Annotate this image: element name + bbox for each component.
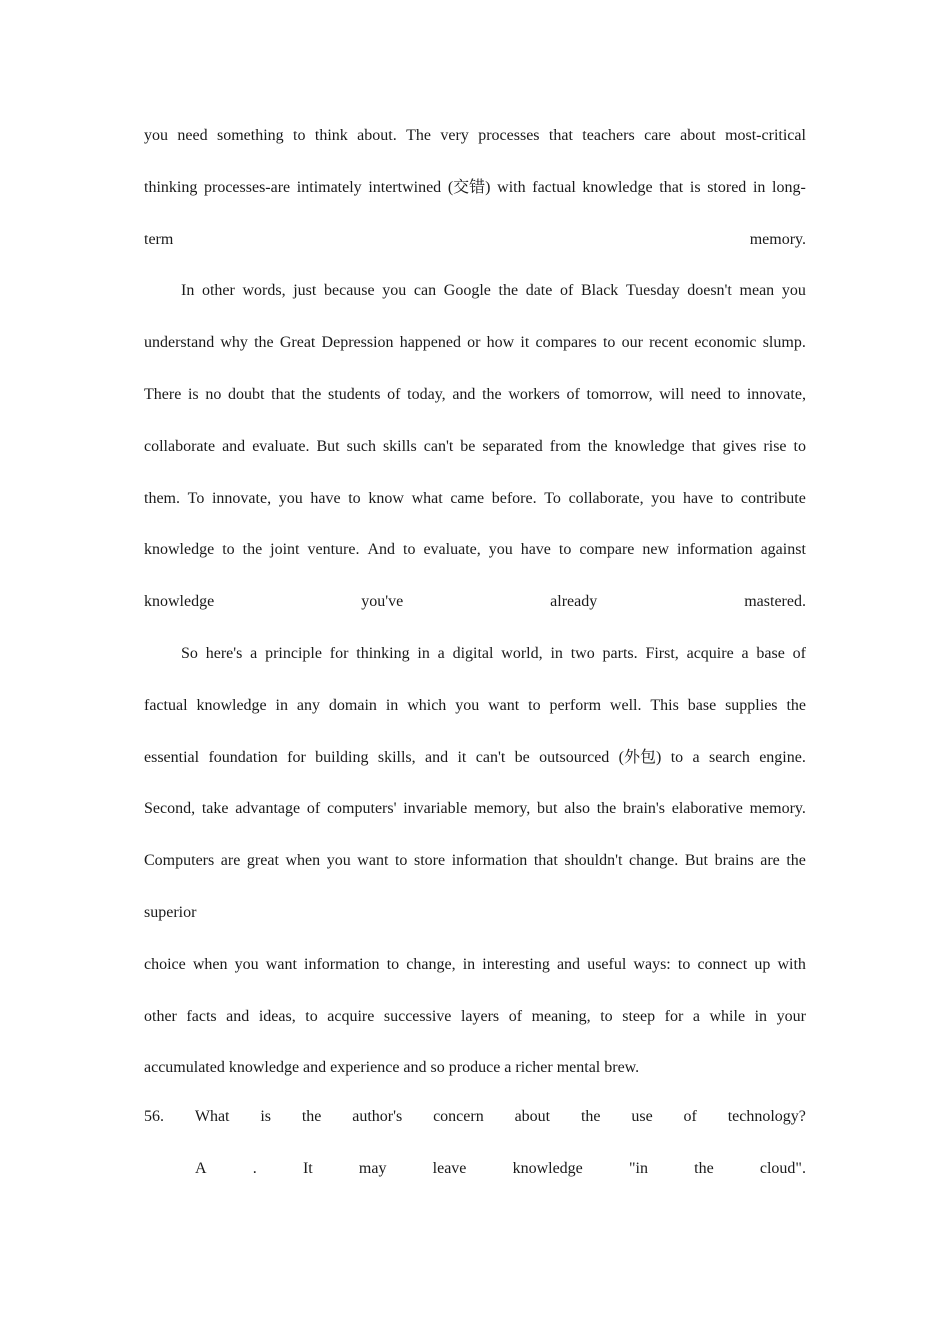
word: our (621, 334, 643, 352)
word: no (205, 385, 222, 403)
word: in (275, 696, 288, 714)
word: and (556, 955, 581, 973)
word: thinking (144, 178, 198, 196)
word: to (305, 1007, 318, 1025)
word: the (580, 1108, 601, 1126)
word: to (670, 748, 684, 766)
word: for (664, 1007, 684, 1025)
word: a (741, 644, 749, 662)
question-56 (144, 1094, 806, 1139)
word: it (457, 748, 467, 766)
word: which (407, 696, 447, 714)
word: processes (478, 127, 540, 144)
word: skills, (377, 748, 416, 766)
word: advantage (235, 800, 301, 818)
word: think (314, 127, 348, 144)
word: to (528, 696, 541, 714)
word: recent (649, 334, 689, 352)
word: Great (279, 334, 316, 352)
word: how (486, 334, 515, 352)
word: in (462, 955, 476, 973)
word: the (254, 334, 274, 352)
word: And (367, 541, 396, 559)
word: technology? (727, 1108, 806, 1126)
word: engine. (759, 748, 806, 766)
word: leave (432, 1160, 467, 1178)
word: parts. (602, 644, 638, 662)
word: to (348, 489, 361, 507)
word: you (382, 282, 407, 300)
word: already (550, 593, 598, 611)
text-line (144, 162, 806, 214)
word: of (560, 282, 574, 300)
word: other (144, 1007, 177, 1025)
word: in (385, 696, 399, 714)
word: tomorrow, (586, 385, 653, 403)
word: brains (714, 852, 754, 870)
word: want (265, 955, 297, 973)
text-line (144, 576, 806, 628)
word: want (357, 852, 389, 870)
word: accumulated knowledge and experience and so produce a richer mental brew. (144, 1059, 640, 1077)
text-line (144, 524, 806, 576)
word: 56. (144, 1108, 164, 1126)
word: So (181, 644, 198, 662)
word: the (786, 852, 806, 870)
word: the (694, 1160, 714, 1178)
word: What (194, 1108, 230, 1126)
word: knowledge (614, 437, 685, 455)
word: is (689, 178, 701, 196)
word: intertwined (368, 178, 442, 196)
word: the (242, 541, 263, 559)
word: evaluate, (423, 541, 481, 559)
word: came (450, 489, 485, 507)
word: innovate, (746, 385, 806, 403)
word: to (293, 127, 306, 144)
word: know (368, 489, 404, 507)
word: supplies (725, 696, 778, 714)
word: you (651, 489, 676, 507)
word: evaluate. (252, 437, 310, 455)
word: of (683, 1108, 697, 1126)
word: something (216, 127, 284, 144)
word: acquire (327, 1007, 375, 1025)
word: author's (352, 1108, 403, 1126)
word: because (324, 282, 375, 300)
word: A (195, 1160, 207, 1178)
text-line (144, 214, 806, 266)
word: change. (628, 852, 679, 870)
word: a (437, 644, 445, 662)
word: knowledge (512, 1160, 583, 1178)
word: collaborate (144, 437, 216, 455)
word: to (386, 955, 400, 973)
word: why (220, 334, 248, 352)
word: the (498, 282, 519, 300)
word: your (776, 1007, 806, 1025)
text-line (144, 835, 806, 887)
word: long- (772, 178, 806, 196)
word: skills (382, 437, 417, 455)
word: memory. (749, 800, 806, 818)
word: factual (532, 178, 576, 196)
word: that (533, 852, 558, 870)
word: to (720, 489, 734, 507)
word: This (650, 696, 679, 714)
word: foundation (208, 748, 278, 766)
word: you (234, 955, 259, 973)
word: base (687, 696, 717, 714)
word: a (692, 748, 700, 766)
word: rise (763, 437, 787, 455)
word: may (358, 1160, 387, 1178)
word: and (222, 437, 246, 455)
word: with (777, 955, 806, 973)
word: the (301, 385, 322, 403)
word: There (144, 385, 182, 403)
word: memory, (473, 800, 531, 818)
word: connect (697, 955, 748, 973)
word: in (754, 1007, 768, 1025)
word: to (222, 541, 235, 559)
word: you (278, 489, 303, 507)
word: shouldn't (564, 852, 623, 870)
word: you've (361, 593, 404, 611)
word: knowledge (196, 696, 267, 714)
word: of (306, 800, 321, 818)
text-line (144, 991, 806, 1043)
word: knowledge (144, 593, 215, 611)
text-line (144, 369, 806, 421)
document-page (144, 110, 806, 1199)
word: To (187, 489, 205, 507)
word: of (792, 644, 806, 662)
word: Second, (144, 800, 196, 818)
word: need (690, 385, 722, 403)
word: it (520, 334, 530, 352)
word: need (177, 127, 208, 144)
word: store (414, 852, 446, 870)
word: and (425, 748, 449, 766)
word: In (181, 282, 195, 300)
word: the (596, 800, 617, 818)
word: thinking (356, 644, 410, 662)
word: separated (482, 437, 543, 455)
word: use (631, 1108, 653, 1126)
word: and (226, 1007, 250, 1025)
word: up (754, 955, 771, 973)
word: to (394, 852, 408, 870)
word: mean (739, 282, 775, 300)
word: about. (357, 127, 397, 144)
word: can't (423, 437, 454, 455)
word: you (781, 282, 806, 300)
word: Depression (321, 334, 394, 352)
word: and (452, 385, 476, 403)
word: of (566, 385, 580, 403)
word: information (451, 852, 528, 870)
passage-text (144, 110, 806, 1094)
word: collaborate, (568, 489, 644, 507)
word: cloud". (759, 1160, 806, 1178)
word: (交错) (447, 178, 491, 196)
word: that (659, 178, 684, 196)
text-line (144, 887, 806, 939)
word: superior (144, 903, 197, 921)
word: change, (406, 955, 456, 973)
word: layers (460, 1007, 500, 1025)
word: that (548, 127, 573, 144)
word: other (201, 282, 235, 300)
word: (外包) (618, 748, 662, 766)
word: computers' (326, 800, 397, 818)
word: to (793, 437, 806, 455)
word: for (287, 748, 306, 766)
word: But (316, 437, 340, 455)
word: choice (144, 955, 186, 973)
word: such (346, 437, 376, 455)
word: the (482, 385, 502, 403)
word: domain (328, 696, 377, 714)
word: But (684, 852, 708, 870)
word: steep (622, 1007, 656, 1025)
word: today, (407, 385, 446, 403)
word: you (488, 541, 513, 559)
word: against (760, 541, 806, 559)
word: contribute (740, 489, 806, 507)
word: in (417, 644, 430, 662)
word: will (659, 385, 685, 403)
word: to (558, 541, 572, 559)
word: of (387, 385, 401, 403)
word: ideas, (258, 1007, 296, 1025)
word: be (460, 437, 476, 455)
word: to (677, 955, 691, 973)
word: for (329, 644, 349, 662)
word: digital (452, 644, 494, 662)
text-line (144, 317, 806, 369)
word: Tuesday (625, 282, 680, 300)
word: compare (579, 541, 635, 559)
word: are (760, 852, 780, 870)
word: you (455, 696, 480, 714)
word: "in (628, 1160, 648, 1178)
word: information (304, 955, 380, 973)
word: search (708, 748, 750, 766)
word: the (301, 1108, 322, 1126)
word: principle (265, 644, 322, 662)
word: to (403, 541, 416, 559)
word: a (692, 1007, 700, 1025)
word: of (508, 1007, 523, 1025)
text-line (144, 421, 806, 473)
word: stored (707, 178, 747, 196)
word: understand (144, 334, 215, 352)
word: when (192, 955, 228, 973)
word: what (411, 489, 443, 507)
word: ways: (633, 955, 671, 973)
word: doesn't (687, 282, 732, 300)
word: to (602, 334, 616, 352)
text-line (144, 110, 806, 162)
option-a (144, 1139, 806, 1199)
word: factual (144, 696, 188, 714)
text-line (144, 1042, 806, 1094)
word: Computers (144, 852, 215, 870)
word: concern (433, 1108, 484, 1126)
word: outsourced (539, 748, 610, 766)
word: workers (508, 385, 560, 403)
word: knowledge (582, 178, 653, 196)
word: new (642, 541, 670, 559)
word: can't (475, 748, 506, 766)
word: joint (270, 541, 300, 559)
word: take (201, 800, 229, 818)
word: also (564, 800, 590, 818)
word: memory. (749, 230, 806, 248)
word: venture. (307, 541, 360, 559)
word: just (293, 282, 317, 300)
word: knowledge (144, 541, 215, 559)
word: gives (722, 437, 757, 455)
text-line (144, 473, 806, 525)
word: are (220, 852, 241, 870)
word: that (691, 437, 716, 455)
word: is (260, 1108, 272, 1126)
word: very (440, 127, 469, 144)
word: any (296, 696, 321, 714)
word: to (600, 1007, 613, 1025)
word: First, (645, 644, 679, 662)
word: that (271, 385, 296, 403)
word: mastered. (744, 593, 806, 611)
word: have (520, 541, 551, 559)
word: is (187, 385, 199, 403)
word: doubt (228, 385, 265, 403)
word: most-critical (725, 127, 806, 144)
word: here's (205, 644, 243, 662)
text-line (144, 680, 806, 732)
word: but (536, 800, 558, 818)
word: acquire (686, 644, 734, 662)
word: building (315, 748, 369, 766)
word: care (644, 127, 671, 144)
word: to (727, 385, 741, 403)
word: be (514, 748, 530, 766)
word: or (467, 334, 481, 352)
word: have (310, 489, 341, 507)
word: brain's (623, 800, 665, 818)
word: date (525, 282, 553, 300)
word: when (285, 852, 321, 870)
word: great (246, 852, 279, 870)
word: words, (242, 282, 286, 300)
word: meaning, (531, 1007, 591, 1025)
word: useful (587, 955, 627, 973)
word: while (709, 1007, 746, 1025)
word: information (677, 541, 753, 559)
word: about (514, 1108, 551, 1126)
word: want (488, 696, 520, 714)
word: base (756, 644, 785, 662)
word: facts (186, 1007, 217, 1025)
word: can (413, 282, 437, 300)
word: essential (144, 748, 200, 766)
word: them. (144, 489, 180, 507)
word: term (144, 230, 174, 248)
word: in (550, 644, 563, 662)
text-line (144, 783, 806, 835)
word: It (302, 1160, 313, 1178)
word: innovate, (211, 489, 272, 507)
word: Google (443, 282, 491, 300)
word: from (549, 437, 581, 455)
word: before. (491, 489, 537, 507)
word: economic (694, 334, 757, 352)
word: happened (399, 334, 461, 352)
word: To (544, 489, 561, 507)
word: world, (501, 644, 543, 662)
text-line (144, 265, 806, 317)
word: Black (580, 282, 619, 300)
word: you (144, 127, 168, 144)
word: perform (549, 696, 602, 714)
word: The (406, 127, 431, 144)
word: interesting (482, 955, 550, 973)
word: have (682, 489, 714, 507)
word: teachers (582, 127, 635, 144)
word: successive (383, 1007, 452, 1025)
word: two (570, 644, 595, 662)
text-line (144, 939, 806, 991)
word: a (250, 644, 258, 662)
word: you (326, 852, 351, 870)
text-line (144, 628, 806, 680)
word: well. (609, 696, 642, 714)
word: the (587, 437, 608, 455)
word: with (497, 178, 526, 196)
word: elaborative (671, 800, 743, 818)
word: the (786, 696, 806, 714)
word: invariable (403, 800, 468, 818)
word: processes-are (203, 178, 291, 196)
word: in (752, 178, 766, 196)
word: students (328, 385, 381, 403)
word: intimately (296, 178, 362, 196)
word: slump. (762, 334, 806, 352)
word: . (252, 1160, 257, 1178)
word: compares (535, 334, 597, 352)
word: about (680, 127, 716, 144)
text-line (144, 732, 806, 784)
